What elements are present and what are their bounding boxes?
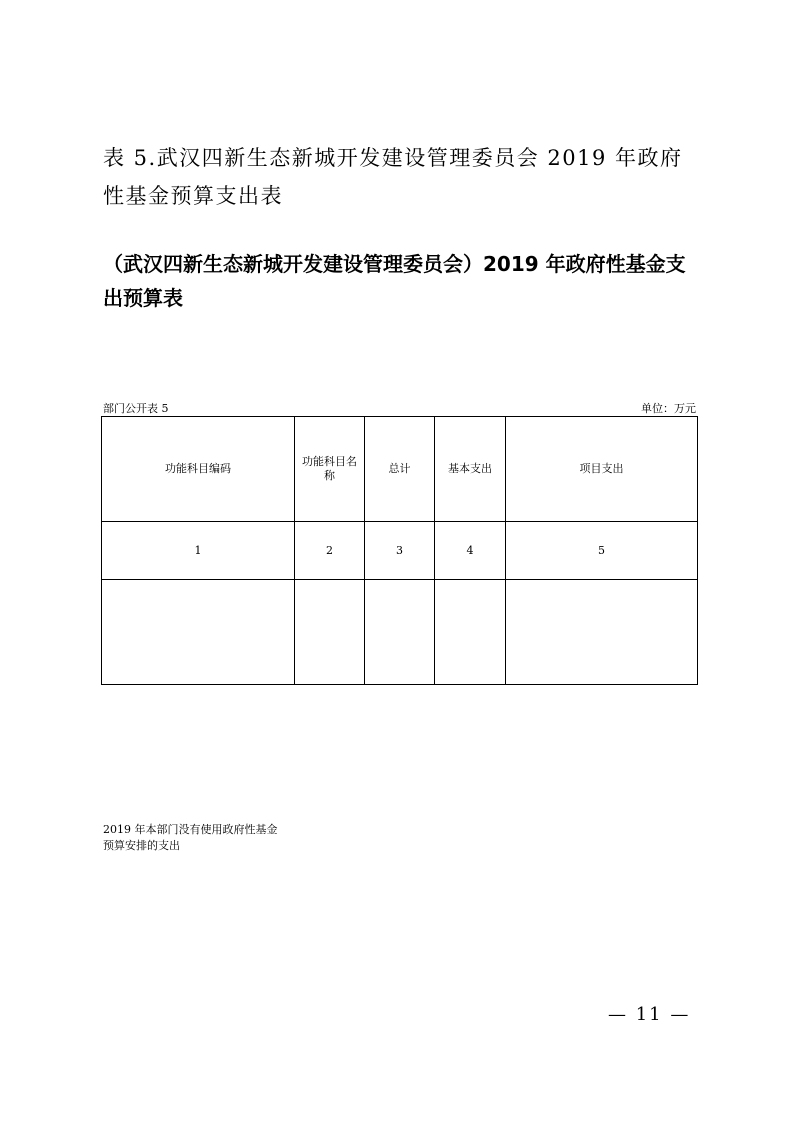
column-number-2: 2 [295,522,365,580]
column-number-1: 1 [102,522,295,580]
table-cell [295,580,365,685]
note-line-2: 预算安排的支出 [103,839,180,852]
table-row [102,580,698,685]
table-cell [365,580,435,685]
page-number: — 11 — [608,1004,691,1025]
table-cell [435,580,506,685]
unit-label: 单位：万元 [641,402,696,415]
budget-table [101,416,698,685]
section-title: 表 5.武汉四新生态新城开发建设管理委员会 2019 年政府性基金预算支出表 [103,146,683,208]
header-function-name: 功能科目名称 [295,417,365,522]
column-number-3: 3 [365,522,435,580]
table-header-row [102,417,698,522]
table-number-row [102,522,698,580]
header-function-code: 功能科目编码 [102,417,295,522]
header-total: 总计 [365,417,435,522]
column-number-5: 5 [506,522,698,580]
note [103,822,323,854]
note-line-1: 2019 年本部门没有使用政府性基金 [103,823,278,836]
table-cell [506,580,698,685]
table-title: （武汉四新生态新城开发建设管理委员会）2019 年政府性基金支出预算表 [103,252,686,310]
column-number-4: 4 [435,522,506,580]
header-basic-expenditure: 基本支出 [435,417,506,522]
table-label: 部门公开表 5 [103,402,169,415]
table-cell [102,580,295,685]
header-project-expenditure: 项目支出 [506,417,698,522]
